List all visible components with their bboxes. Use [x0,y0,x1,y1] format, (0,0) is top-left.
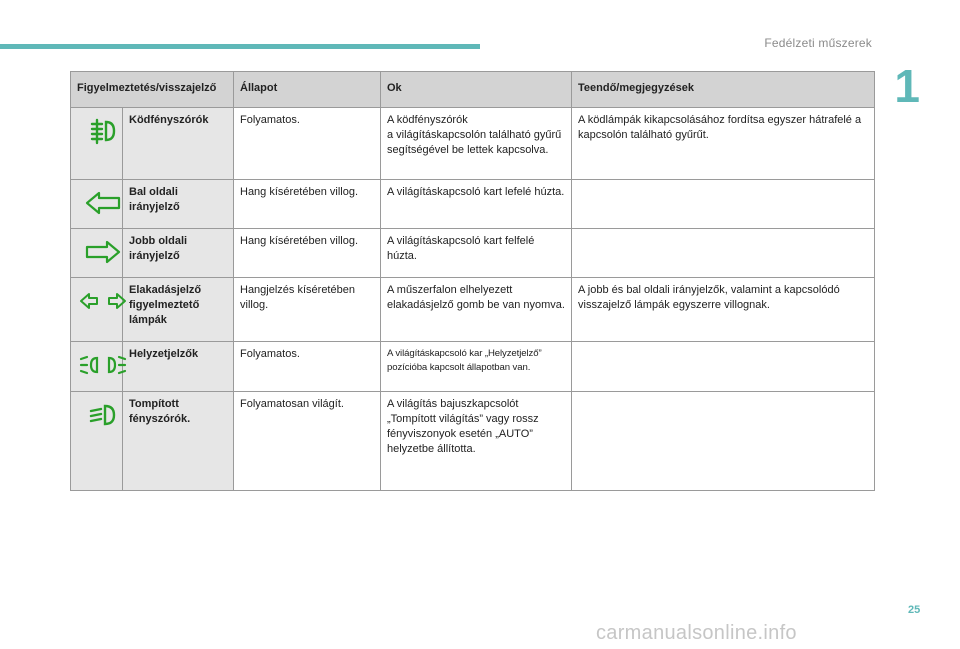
row-state: Hang kíséretében villog. [234,229,381,278]
row-state: Folyamatosan világít. [234,392,381,491]
table-row [71,229,875,278]
section-title: Fedélzeti műszerek [764,36,872,50]
row-indicator-name: Tompított fényszórók. [123,392,234,491]
row-cause: A világításkapcsoló kar „Helyzetjelző” pozícióba kapcsolt állapotban van. [381,342,572,392]
row-action [572,180,875,229]
chapter-number: 1 [894,60,920,112]
row-indicator-name: Elakadásjelző figyelmeztető lámpák [123,278,234,342]
watermark: carmanualsonline.info [596,622,797,644]
table-header-row [71,72,875,108]
row-action [572,342,875,392]
table-row [71,342,875,392]
row-indicator-name: Jobb oldali irányjelző [123,229,234,278]
column-header-indicator: Figyelmeztetés/visszajelző [71,72,234,108]
table-row [71,180,875,229]
row-action [572,229,875,278]
row-cause: A világításkapcsoló kart felfelé húzta. [381,229,572,278]
row-cause: A műszerfalon elhelyezett elakadásjelző gomb be van nyomva. [381,278,572,342]
row-action [572,392,875,491]
row-action: A jobb és bal oldali irányjelzők, valamint a kapcsolódó visszajelző lámpák egyszerre villognak. [572,278,875,342]
table-row [71,278,875,342]
row-state: Folyamatos. [234,342,381,392]
left-turn-signal-icon [77,188,129,218]
warning-lights-table [70,71,875,491]
column-header-state: Állapot [234,72,381,108]
row-cause: A világításkapcsoló kart lefelé húzta. [381,180,572,229]
row-indicator-name: Ködfényszórók [123,108,234,180]
column-header-action: Teendő/megjegyzések [572,72,875,108]
row-state: Hangjelzés kíséretében villog. [234,278,381,342]
table-row [71,108,875,180]
hazard-lights-icon [77,286,129,316]
row-indicator-name: Bal oldali irányjelző [123,180,234,229]
row-cause: A világítás bajuszkapcsolót „Tompított világítás” vagy rossz fényviszonyok esetén „AUTO” helyzetbe állította. [381,392,572,491]
row-action: A ködlámpák kikapcsolásához fordítsa egyszer hátrafelé a kapcsolón található gyűrűt. [572,108,875,180]
right-turn-signal-icon [77,237,129,267]
row-cause: A ködfényszórók a világításkapcsolón található gyűrű segítségével be lettek kapcsolva. [381,108,572,180]
rear-fog-light-icon [77,116,129,146]
position-lights-icon [77,350,129,380]
table-row [71,392,875,491]
header-accent-bar [0,44,480,49]
row-indicator-name: Helyzetjelzők [123,342,234,392]
row-state: Folyamatos. [234,108,381,180]
page-number: 25 [908,604,921,616]
dipped-beam-icon [77,400,129,430]
row-state: Hang kíséretében villog. [234,180,381,229]
column-header-cause: Ok [381,72,572,108]
